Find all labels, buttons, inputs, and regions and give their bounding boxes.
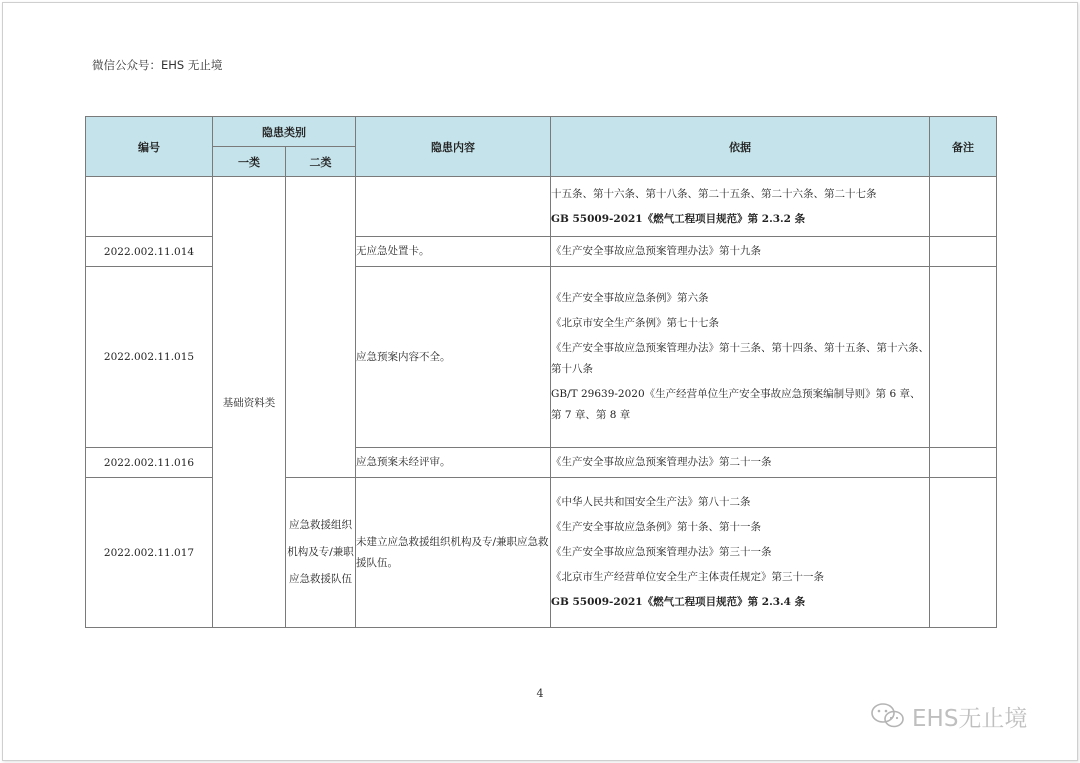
header-code: 编号 [86, 117, 213, 177]
hazard-table [85, 116, 997, 628]
category2-cell-empty [286, 177, 356, 478]
basis-line: 《生产安全事故应急预案管理办法》第三十一条 [551, 546, 772, 558]
table-row [86, 177, 997, 237]
basis-line: 《生产安全事故应急预案管理办法》第十三条、第十四条、第十五条、第十六条、第十八条 [551, 342, 929, 375]
basis-line: 《生产安全事故应急预案管理办法》第二十一条 [551, 456, 772, 468]
content-cell: 应急预案内容不全。 [356, 267, 551, 448]
basis-line: GB 55009-2021《燃气工程项目规范》第 2.3.2 条 [551, 212, 806, 225]
code-cell [86, 177, 213, 237]
basis-cell [551, 237, 930, 267]
basis-line: GB/T 29639-2020《生产经营单位生产安全事故应急预案编制导则》第 6 章、第 7 章、第 8 章 [551, 388, 921, 421]
category2-cell: 应急救援组织机构及专/兼职应急救援队伍 [286, 478, 356, 628]
code-cell: 2022.002.11.014 [86, 237, 213, 267]
content-cell: 应急预案未经评审。 [356, 448, 551, 478]
basis-line: 《中华人民共和国安全生产法》第八十二条 [551, 496, 751, 508]
content-cell: 未建立应急救援组织机构及专/兼职应急救援队伍。 [356, 478, 551, 628]
basis-line: 《北京市安全生产条例》第七十七条 [551, 317, 719, 329]
basis-line: 十五条、第十六条、第十八条、第二十五条、第二十六条、第二十七条 [551, 187, 877, 200]
remarks-cell [930, 267, 997, 448]
page-number: 4 [536, 687, 544, 700]
basis-line: 《生产安全事故应急条例》第十条、第十一条 [551, 521, 761, 533]
remarks-cell [930, 448, 997, 478]
code-cell: 2022.002.11.016 [86, 448, 213, 478]
remarks-cell [930, 177, 997, 237]
header-basis: 依据 [551, 117, 930, 177]
basis-cell [551, 448, 930, 478]
header-note: 微信公众号：EHS 无止境 [92, 58, 223, 72]
content-cell [356, 177, 551, 237]
code-cell: 2022.002.11.017 [86, 478, 213, 628]
category1-cell: 基础资料类 [213, 177, 286, 628]
code-cell: 2022.002.11.015 [86, 267, 213, 448]
remarks-cell [930, 478, 997, 628]
watermark-text: EHS无止境 [912, 705, 1028, 732]
basis-cell [551, 267, 930, 448]
header-remarks: 备注 [930, 117, 997, 177]
content-cell: 无应急处置卡。 [356, 237, 551, 267]
basis-line: GB 55009-2021《燃气工程项目规范》第 2.3.4 条 [551, 596, 806, 608]
basis-line: 《生产安全事故应急预案管理办法》第十九条 [551, 245, 761, 257]
basis-line: 《北京市生产经营单位安全生产主体责任规定》第三十一条 [551, 571, 824, 583]
header-content: 隐患内容 [356, 117, 551, 177]
watermark [868, 700, 1027, 732]
basis-cell [551, 478, 930, 628]
header-cat1: 一类 [213, 147, 286, 177]
header-hazard-category: 隐患类别 [213, 117, 356, 147]
basis-line: 《生产安全事故应急条例》第六条 [551, 292, 709, 304]
basis-cell [551, 177, 930, 237]
header-cat2: 二类 [286, 147, 356, 177]
wechat-icon [868, 701, 908, 731]
remarks-cell [930, 237, 997, 267]
